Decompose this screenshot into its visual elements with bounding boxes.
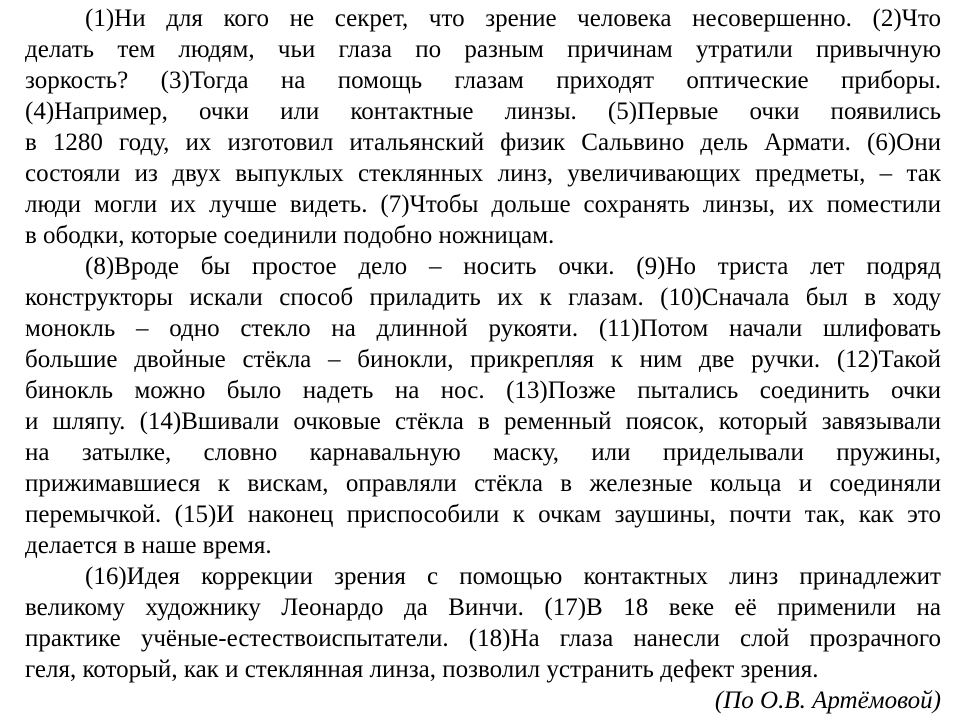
text-line-p2-l7: на затылке, словно карнавальную маску, или приделывали пружины, [25,439,941,466]
text-line-p2-l3: монокль – одно стекло на длинной рукояти. (11)Потом начали шлифовать [25,315,941,342]
text-line-p1-l8: в ободки, которые соединили подобно ножницам. [25,222,555,249]
text-line-p1-l6: состояли из двух выпуклых стеклянных линз, увеличивающих предметы, – так [25,160,941,187]
text-line-p2-l9: перемычкой. (15)И наконец приспособили к очкам заушины, почти так, как это [25,501,941,528]
text-line-p1-l4: (4)Например, очки или контактные линзы. (5)Первые очки появились [25,98,941,125]
text-body [25,3,941,685]
text-line-p2-l8: прижимавшиеся к вискам, оправляли стёкла в железные кольца и соединяли [25,470,941,497]
text-line-p3-l1: (16)Идея коррекции зрения с помощью контактных линз принадлежит [85,563,941,590]
text-line-p1-l2: делать тем людям, чьи глаза по разным причинам утратили привычную [25,36,941,63]
text-line-p1-l3: зоркость? (3)Тогда на помощь глазам приходят оптические приборы. [25,67,941,94]
attribution-text: (По О.В. Артёмовой) [714,687,941,714]
attribution-line [25,685,941,716]
text-line-p1-l7: люди могли их лучше видеть. (7)Чтобы дольше сохранять линзы, их поместили [25,191,941,218]
text-line-p2-l2: конструкторы искали способ приладить их к глазам. (10)Сначала был в ходу [25,284,941,311]
text-line-p2-l10: делается в наше время. [25,532,272,559]
text-line-p1-l5: в 1280 году, их изготовил итальянский физик Сальвино дель Армати. (6)Они [25,129,941,156]
text-line-p2-l1: (8)Вроде бы простое дело – носить очки. (9)Но триста лет подряд [85,253,941,280]
text-line-p3-l2: великому художнику Леонардо да Винчи. (17)В 18 веке её применили на [25,594,941,621]
text-line-p2-l4: большие двойные стёкла – бинокли, прикрепляя к ним две ручки. (12)Такой [25,346,941,373]
text-line-p3-l3: практике учёные-естествоиспытатели. (18)На глаза нанесли слой прозрачного [25,625,941,652]
text-line-p2-l6: и шляпу. (14)Вшивали очковые стёкла в ременный поясок, который завязывали [25,408,941,435]
text-line-p3-l4: геля, который, как и стеклянная линза, позволил устранить дефект зрения. [25,656,819,683]
text-line-p2-l5: бинокль можно было надеть на нос. (13)Позже пытались соединить очки [25,377,941,404]
text-line-p1-l1: (1)Ни для кого не секрет, что зрение человека несовершенно. (2)Что [85,5,941,32]
